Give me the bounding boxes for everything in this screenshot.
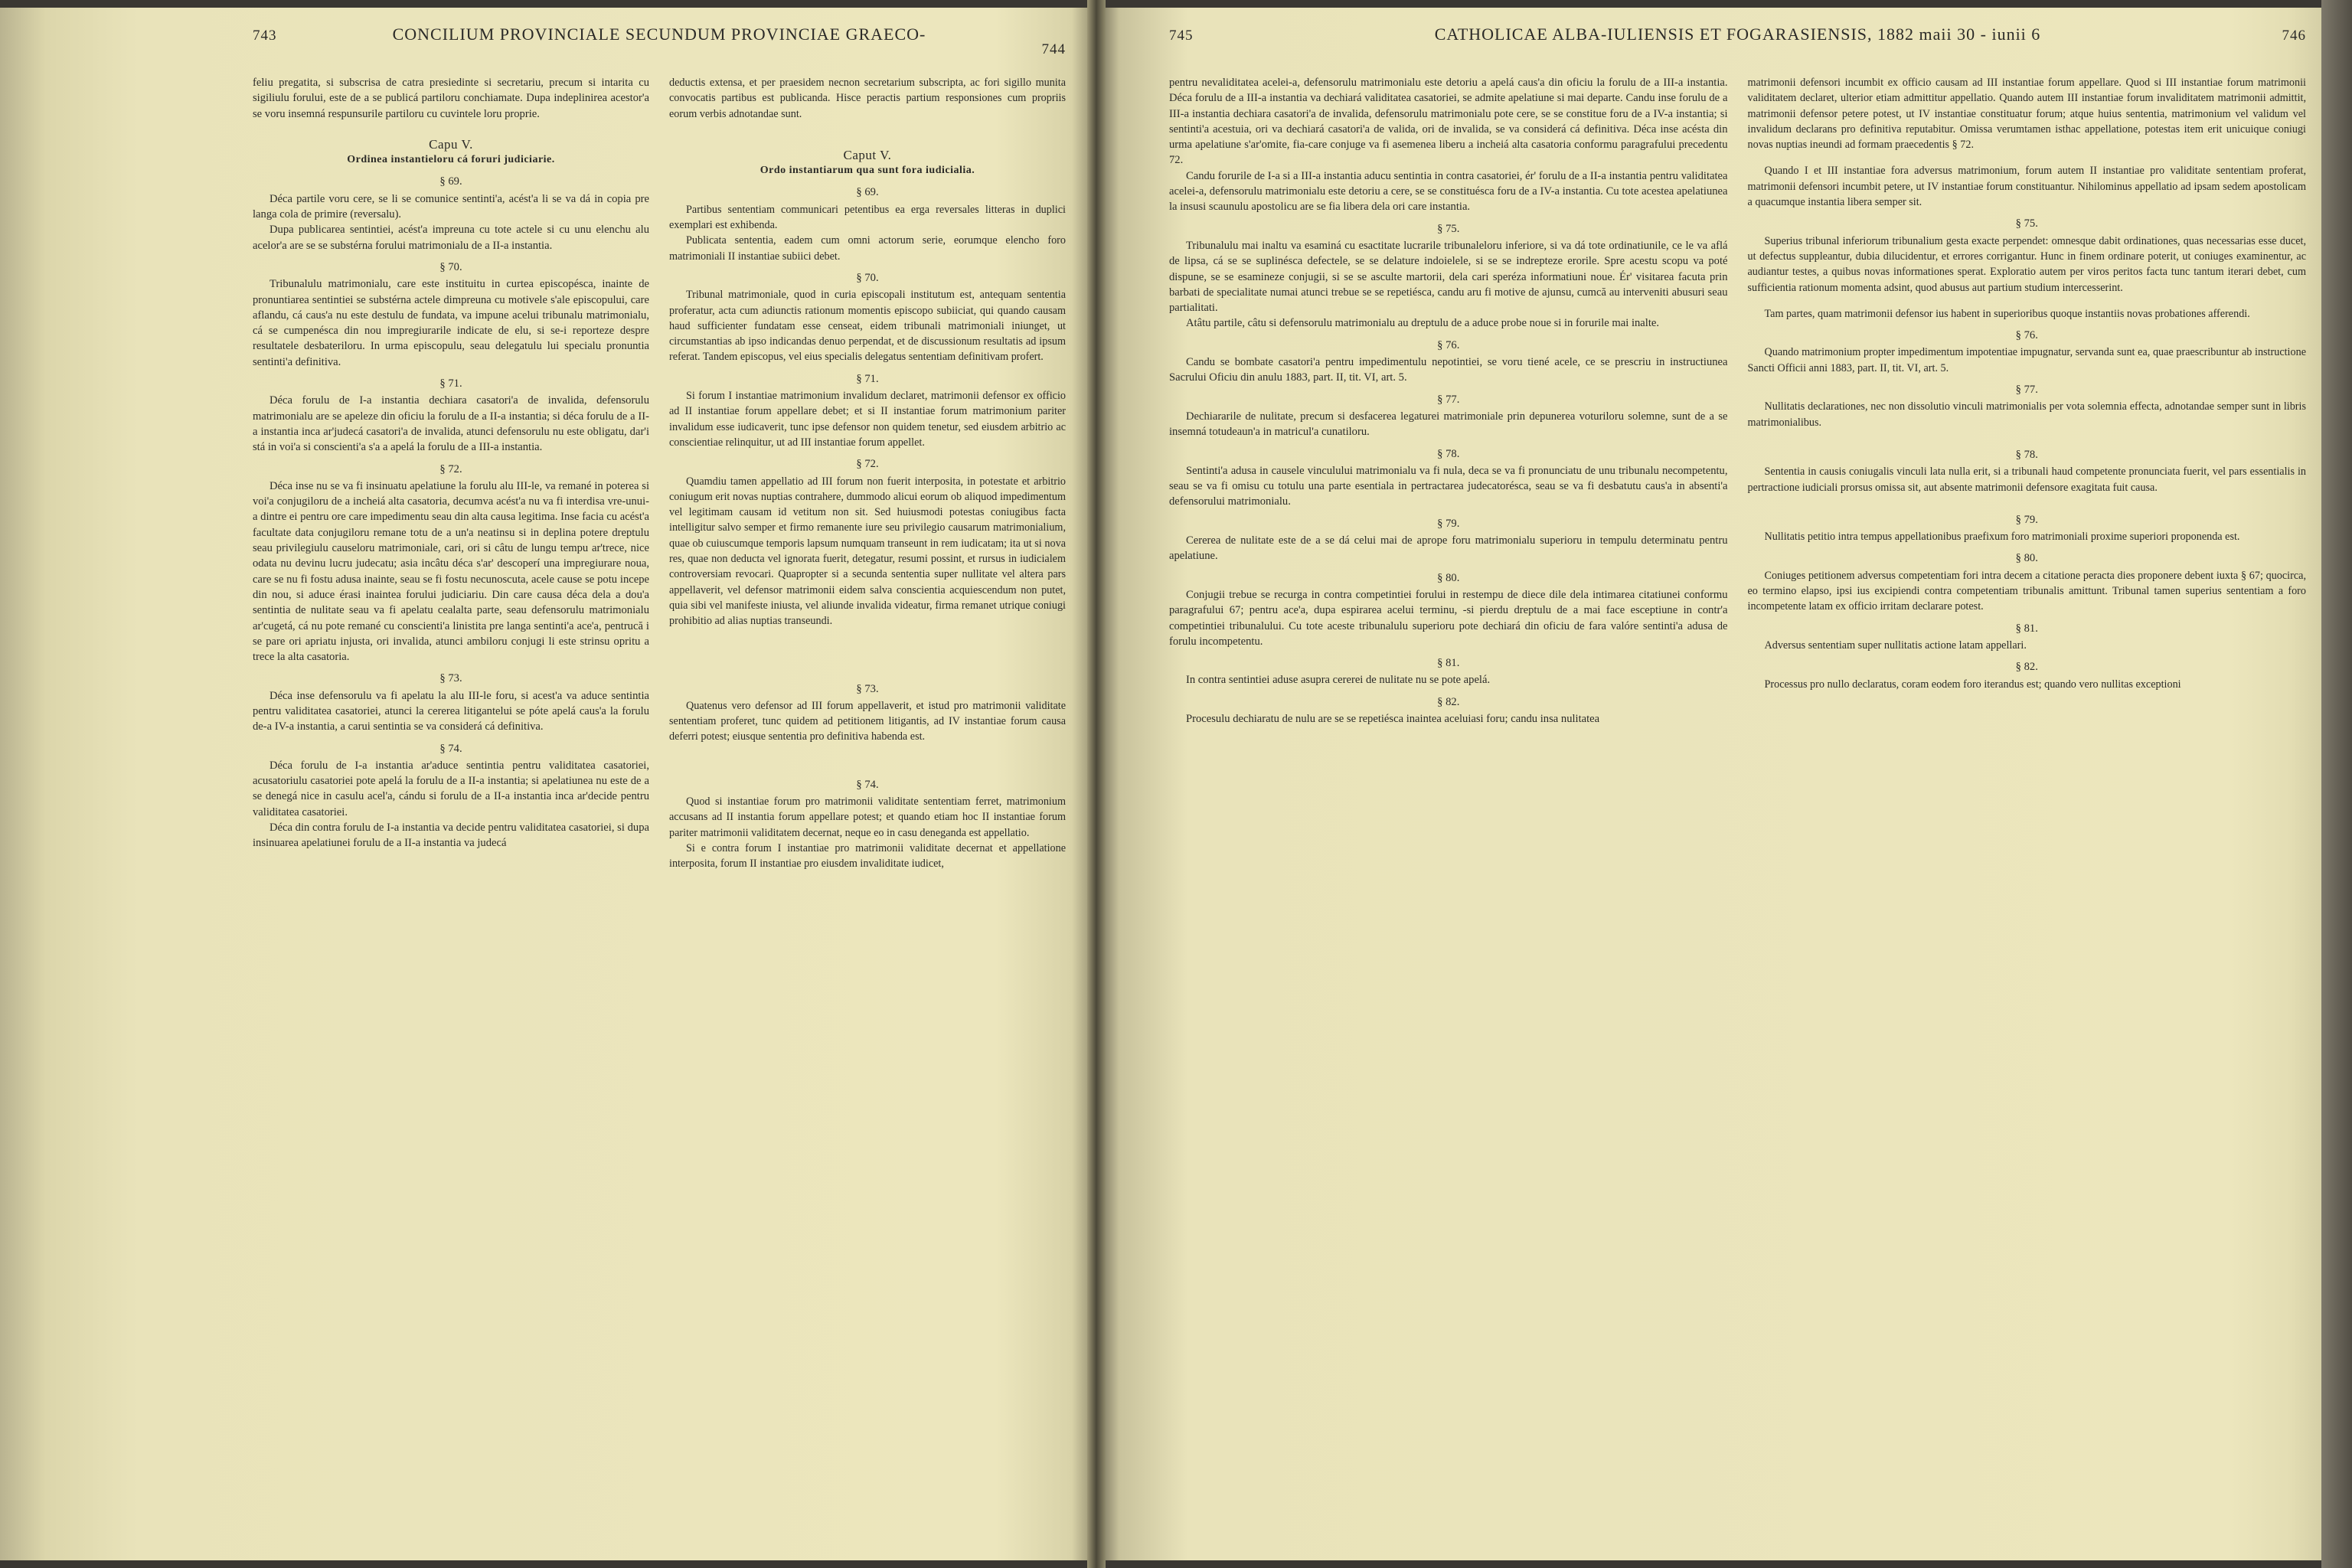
running-title: CATHOLICAE ALBA-IULIENSIS ET FOGARASIENSIS, 1882 maii 30 - iunii 6	[1434, 24, 2041, 44]
paragraph: Déca partile voru cere, se li se comunice sentinti'a, acést'a li se va dá in copia pre langa cola de primire (reversalu).	[253, 192, 649, 221]
section-number: § 82.	[1437, 695, 1460, 708]
section-number: § 75.	[1437, 222, 1460, 235]
page-number: 743	[253, 28, 277, 44]
paragraph: Candu forurile de I-a si a III-a instantia aducu sentintia in contra casatoriei, ér' forulu de a II-a instantia pentru validitatea acelei-a, defensorulu matrimonialu este detoriu a cere, se se constituésca foru de a IV-a instantia. Cu tote acestea apelatiunea la insusi scaunulu apostolicu are se fia libera dela ori care instantia.	[1169, 169, 1728, 214]
paragraph: Déca inse nu se va fi insinuatu apelatiune la forulu alu III-le, va remané in poterea si voi'a conjugiloru de a incheiá alta casatoria, decumva acést'a nu va fi interdisa vre-unui-a dintre ei pentru ore care impedimentu seau din alta causa legitima. Inse facia cu acést'a facultate data conjugiloru remane totu de a un'a neatinsu si in deplina potere dreptulu seau privilegiulu causeloru matrimoniale, cari, ori si câtu de lungu tempu ar'trece, nice odata nu devinu lucru judecatu; asia incâtu déca s'ar' descoperí una impregiurare noua, care se nu fi fostu adusa inainte, seau se fi fostu necunoscuta, acele cause se potu incepe din nou, si aduce érasi inaintea forului judiciariu. Din care causa déca dela a dou'a sentintia de nulitate seau va fi apelatu cealalta parte, seau defensorulu matrimonialu ar'cugetá, cá nu pote remané cu conscienti'a linistita pre langa sentinti'a ace'a, pentrucă i se pare ori apriatu injusta, ori invalida, atunci ambiloru conjugi li este strinsu opritu a trece la alta casatoria.	[253, 479, 649, 664]
paragraph: Tribunalulu mai inaltu va esaminá cu esactitate lucrarile tribunaleloru inferiore, si va dá tote ordinatiunile, ce le va aflá de lipsa, cá se se suplinésca defectele, se se delature indoielele, si se se indrepteze erorile. Spre acestu scopu va poté dispune, se se esamineze conjugii, si se se asculte martorii, dela cari speréza informatiuni noue. Ér' visitarea facuta prin barbati de specialitate numai atunci trebue se se repetiésca, candu aru fi motive de ajunsu, cumcă au interveniti abusuri seau partialitati.	[1169, 239, 1728, 315]
paragraph: Publicata sententia, eadem cum omni actorum serie, eorumque elencho foro matrimoniali II instantiae subiici debet.	[669, 234, 1066, 263]
paragraph: Quando matrimonium propter impedimentum impotentiae impugnatur, servanda sunt ea, quae praescribuntur ab instructione Sancti Officii anni 1883, part. II, tit. VI, art. 5.	[1747, 346, 2306, 374]
paragraph: Atâtu partile, câtu si defensorulu matrimonialu au dreptulu de a aduce probe noue si in forurile mai inalte.	[1186, 317, 1660, 330]
section-number: § 73.	[439, 672, 462, 685]
chapter-heading: Caput V.	[843, 147, 892, 162]
paragraph: Sentinti'a adusa in causele vinculului matrimonialu va fi nula, deca se va fi pronunciatu de unu tribunalu necompetentu, seau se va fi omisu cu totulu una parte esentiala in pertractarea judecatorésca, seau se va fi desbatutu caus'a in absenti'a defensorului matrimonialu.	[1169, 464, 1728, 508]
section-number: § 69.	[856, 186, 879, 199]
section-number: § 70.	[439, 260, 462, 273]
paragraph: Coniuges petitionem adversus competentiam fori intra decem a citatione peracta dies proponere debent iuxta § 67; quocirca, eo termino elapso, ipsi ius excipiendi contra competentiam tribunalis amittunt. Tribunal tamen superius sententiam a foro incompetente latam ex officio irritam declarare potest.	[1747, 569, 2306, 613]
latin-column	[669, 75, 1066, 871]
page-number: 746	[2282, 28, 2306, 44]
paragraph: Nullitatis declarationes, nec non dissolutio vinculi matrimonialis per vota solemnia effecta, adnotandae semper sunt in libris matrimonialibus.	[1747, 400, 2306, 429]
paragraph: Conjugii trebue se recurga in contra competintiei forului in restempu de diece dile dela intimarea citatiunei conformu paragrafului 67; pentru ace'a, dupa espirarea acelui terminu, -si pierdu dreptulu de a mai face esceptiune in contr'a competintiei tribunalului. Cu tote aceste tribunalulu superioru pote dechiará din oficiu de fara valóre sentinti'a adusa de forulu incompetentu.	[1169, 588, 1728, 648]
section-number: § 79.	[2015, 513, 2038, 526]
chapter-heading: Capu V.	[429, 136, 473, 152]
paragraph: Procesulu dechiaratu de nulu are se se repetiésca inaintea aceluiasi foru; candu insa nulitatea	[1186, 712, 1600, 725]
scan-edge	[2321, 0, 2352, 1568]
section-number: § 76.	[2015, 329, 2038, 342]
romanian-column	[1169, 75, 1728, 727]
romanian-column	[253, 75, 649, 871]
section-number: § 69.	[439, 175, 462, 188]
paragraph: Si e contra forum I instantiae pro matrimonii validitate decernat et appellatione interposita, forum II instantiae pro eiusdem invaliditate iudicet,	[669, 841, 1066, 871]
page-number: 745	[1169, 28, 1194, 44]
paragraph: Adversus sententiam super nullitatis actione latam appellari.	[1764, 639, 2027, 652]
page-number: 744	[1041, 41, 1066, 57]
running-head	[1169, 24, 2306, 55]
running-title: CONCILIUM PROVINCIALE SECUNDUM PROVINCIAE GRAECO-	[392, 24, 926, 44]
section-number: § 81.	[2015, 622, 2038, 635]
paragraph: Tribunal matrimoniale, quod in curia episcopali institutum est, antequam sententia proferatur, acta cum adiunctis rationum momentis episcopo subiiciat, qui quando causam haud sufficienter fundatam esse censeat, eidem tribunali matrimoniali iniunget, ut circumstantias ab ipso indicandas denuo perpendat, et de discussionum resultatis ad ipsum referat. Tandem episcopus, vel eius specialis delegatus sententiam definitivam profert.	[669, 289, 1066, 364]
section-number: § 81.	[1437, 657, 1460, 670]
section-number: § 71.	[856, 372, 879, 385]
book-gutter	[1087, 0, 1106, 1568]
paragraph: Déca inse defensorulu va fi apelatu la alu III-le foru, si acest'a va aduce sentintia pentru validitatea casatoriei, atunci la cererea litigantelui se póte apelá caus'a la forulu de-a IV-a instantia, a carui sentintia se va considerá cá definitiva.	[253, 689, 649, 733]
paragraph: Quod si instantiae forum pro matrimonii validitate sententiam ferret, matrimonium accusans ad II instantia forum appellare potest; et quando etiam hoc II instantiae forum pariter matrimonii validitatem decernat, neque eo in casu deneganda est appellatio.	[669, 795, 1066, 839]
section-number: § 73.	[856, 682, 879, 695]
section-number: § 74.	[856, 778, 879, 791]
section-number: § 77.	[2015, 384, 2038, 397]
paragraph: Processus pro nullo declaratus, coram eodem foro iterandus est; quando vero nullitas exceptioni	[1764, 678, 2181, 691]
paragraph: Quando I et III instantiae fora adversus matrimonium, forum autem II instantiae pro validitate sententiam proferat, matrimonii defensori incumbit petere, ut IV instantiae forum constituantur. Nihilominus appellatio ad ipsam sedem apostolicam a quacumque instantia libera semper sit.	[1747, 165, 2306, 209]
paragraph: Dechiararile de nulitate, precum si desfacerea legaturei matrimoniale prin depunerea voturiloru solemne, sunt de a se insemná totudeaun'a in matricul'a cunatiloru.	[1169, 410, 1728, 439]
paragraph: Déca forulu de I-a instantia ar'aduce sentintia pentru validitatea casatoriei, acusatoriulu casatoriei pote apelá la forulu de a II-a instantia; si apelatiunea nu este de a se denegá nice in casulu acel'a, cándu si forulu de a II-a instantia inca ar'decide pentru validitatea casatoriei.	[253, 759, 649, 818]
paragraph: feliu pregatita, si subscrisa de catra presiedinte si secretariu, precum si intarita cu sigiliulu forului, este de a se publicá partiloru conchiamate. Dupa indeplinirea acestor'a se voru insemná respunsurile partiloru cu cuvintele loru proprie.	[253, 77, 649, 120]
paragraph: Candu se bombate casatori'a pentru impedimentulu nepotintiei, se voru tiené acele, ce se prescriu in instructiunea Sacrului Oficiu din anulu 1883, part. II, tit. VI, art. 5.	[1169, 356, 1728, 384]
paragraph: Partibus sententiam communicari petentibus ea erga reversales litteras in duplici exemplari est exhibenda.	[669, 203, 1066, 232]
paragraph: Déca din contra forulu de I-a instantia va decide pentru validitatea casatoriei, si dupa insinuarea apelatiunei forulu de a II-a instantia va judecá	[253, 822, 649, 850]
section-number: § 76.	[1437, 338, 1460, 351]
section-number: § 78.	[1437, 447, 1460, 460]
paragraph: Quatenus vero defensor ad III forum appellaverit, et istud pro matrimonii validitate sententiam proferet, tunc quidem ad petitionem litigantis, ad IV instantiae forum causa deferri potest; eiusque sententia pro definitiva habenda est.	[669, 699, 1066, 743]
section-number: § 74.	[439, 742, 462, 755]
chapter-subtitle: Ordinea instantieloru cá foruri judiciarie.	[347, 154, 555, 166]
section-number: § 75.	[2015, 217, 2038, 230]
paragraph: matrimonii defensori incumbit ex officio causam ad III instantiae forum appellare. Quod si III instantiae forum matrimonii validitatem declaret, ulterior etiam admittitur appellatio. Quando autem III instantiae forum invaliditatem matrimonii admittit, matrimonii defensor petere potest, ut IV instantiae constituatur forum; atque huius sententia, matrimonium vel validum vel invalidum declarans pro definitiva reputabitur. Omissa verumtamen isthac appellatione, potestas item erit unicuique coniugi novas nuptias ineundi ad formam praecedentis § 72.	[1747, 77, 2306, 152]
paragraph: Cererea de nulitate este de a se dá celui mai de aprope foru matrimonialu superioru in tempulu determinatu pentru apelatiune.	[1169, 534, 1728, 563]
section-number: § 71.	[439, 377, 462, 390]
paragraph: Tam partes, quam matrimonii defensor ius habent in superioribus quoque instantiis novas probationes afferendi.	[1764, 307, 2250, 320]
paragraph: Superius tribunal inferiorum tribunalium gesta exacte perpendet: omnesque dabit ordinationes, quas necessarias esse ducet, ut defectus suppleantur, dubia dilucidentur, et errores corrigantur. Hunc in finem ordinare poterit, ut coniuges examinentur, ac audiantur testes, a quibus novas informationes sperat. Exploratio autem per viros peritos facta tunc tantum iterari debet, cum sufficientia rationum momenta adsint, quod abusus aut partium studium intercesserint.	[1747, 234, 2306, 294]
latin-column	[1748, 75, 2307, 727]
section-number: § 72.	[856, 458, 879, 471]
section-number: § 77.	[1437, 393, 1460, 406]
paragraph: Déca forulu de I-a instantia dechiara casatori'a de invalida, defensorulu matrimonialu are se apeleze din oficiu la forulu de a II-a instantia; si déca forulu de a II-a instantia inca ar'judecá casatori'a de invalida, atunci defensorulu nu este obligatu, dar'i stá in voi'a si conscienti'a s'a a apelá la forulu de a III-a instantia.	[253, 394, 649, 454]
right-page	[1096, 8, 2352, 1560]
paragraph: Si forum I instantiae matrimonium invalidum declaret, matrimonii defensor ex officio ad II instantiae forum appellare debet; et si II instantiae forum matrimonium pariter invalidum esse iudicaverit, tunc ipse defensor non quidem tenetur, sed eiusdem arbitrio ac conscientiae relinquitur, ut ad III instantiae forum appellet.	[669, 390, 1066, 449]
running-head	[253, 24, 1066, 55]
paragraph: Nullitatis petitio intra tempus appellationibus praefixum foro matrimoniali proxime superiori proponenda est.	[1764, 531, 2240, 544]
section-number: § 80.	[1437, 571, 1460, 584]
section-number: § 70.	[856, 271, 879, 284]
section-number: § 82.	[2015, 661, 2038, 674]
paragraph: deductis extensa, et per praesidem necnon secretarium subscripta, ac fori sigillo munita convocatis partibus est publicanda. Hisce peractis partium responsiones cum propriis eorum verbis adnotandae sunt.	[669, 77, 1066, 120]
left-page	[0, 8, 1096, 1560]
paragraph: In contra sentintiei aduse asupra cererei de nulitate nu se pote apelá.	[1186, 674, 1491, 687]
chapter-subtitle: Ordo instantiarum qua sunt fora iudicialia.	[760, 165, 975, 177]
section-number: § 80.	[2015, 552, 2038, 565]
paragraph: Tribunalulu matrimonialu, care este instituitu in curtea episcopésca, inainte de pronuntiarea sentintiei se substérna actele dimpreuna cu motivele s'ale episcopului, care aflandu, cá caus'a nu este destulu de fundata, va impune acelui tribunalu matrimonialu, cá se cumpenésca din nou impregiurarile indicate de elu, si se-i reporteze despre resultatele desbateriloru. In urma episcopulu, seau delegatulu lui specialu pronuntia sentinti'a definitiva.	[253, 278, 649, 368]
section-number: § 72.	[439, 462, 462, 475]
paragraph: pentru nevaliditatea acelei-a, defensorulu matrimonialu este detoriu a apelá caus'a din oficiu la forulu de a III-a instantia. Déca forulu de a III-a instantia va dechiará validitatea casatoriei, se admite apelatiune si mai departe. Candu inse forulu de a III-a instantia dechiara casatori'a de invalida, defensorulu matrimonialu pote cere, se se constitue foru de a IV-a instantia; si sentinti'a acestuia, ori va dechiará casatori'a de valida, ori de invalida, se va considerá cá definitiva. Déca inse acésta din urma apelatiune s'ar'omite, fia-care conjuge va fi asemenea liberu a incheiá alta casatoria conformu paragrafului precedentu 72.	[1169, 77, 1728, 167]
paragraph: Sententia in causis coniugalis vinculi lata nulla erit, si a tribunali haud competente pronunciata fuerit, vel pars essentialis in pertractione iudiciali prorsus omissa sit, aut absente matrimonii defensore exagitata fuit causa.	[1747, 466, 2306, 494]
section-number: § 78.	[2015, 448, 2038, 461]
paragraph: Quamdiu tamen appellatio ad III forum non fuerit interposita, in potestate et arbitrio coniugum erit novas nuptias contrahere, dummodo alicui eorum ob aliquod impedimentum vel legitimam causam id vetitum non sit. Sed huiusmodi potestas coniugibus facta intelligitur salvo semper et firmo remanente iure seu privilegio causarum matrimonialium, quae ob cuiuscumque temporis lapsum numquam transeunt in rem iudicatam; ita ut si nova res, quae non deducta vel ignorata fuerit, detegatur, resumi possint, et rursus in iudicialem controversiam revocari. Quapropter si a secunda sententia super nullitate vel altera pars appellaverit, vel defensor matrimonii eidem salva conscientia acquiescendum non putet, quia sibi vel manifeste iniusta, vel aliunde invalida videatur, firma remanet utrique coniugi prohibitio ad alias nuptias transeundi.	[669, 475, 1066, 628]
paragraph: Dupa publicarea sentintiei, acést'a impreuna cu tote actele si cu unu elenchu alu acelor'a are se se substérna forului matrimonialu de a II-a instantia.	[253, 224, 649, 252]
section-number: § 79.	[1437, 517, 1460, 530]
